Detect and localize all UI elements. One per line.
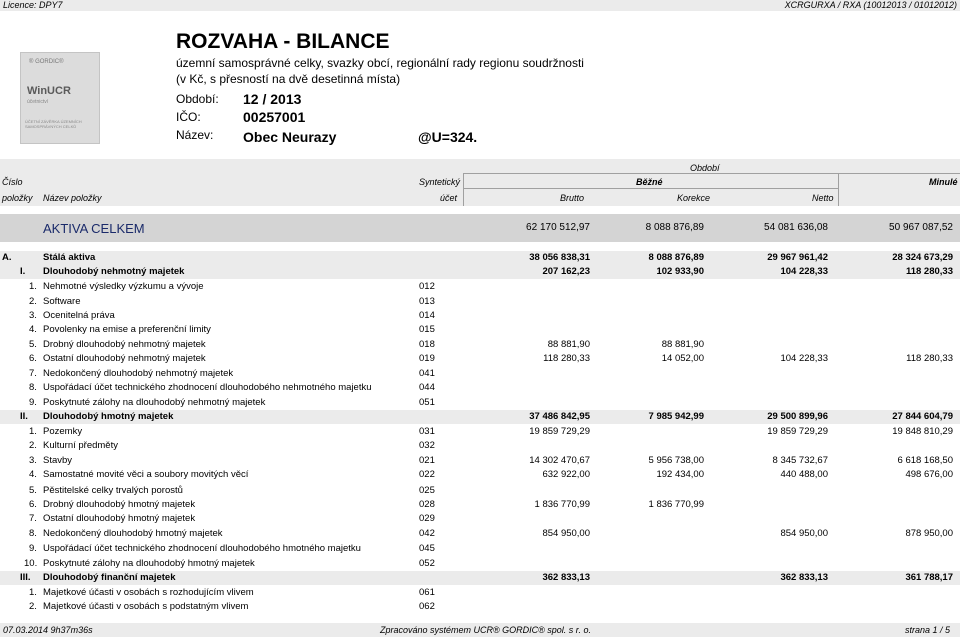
row-number: 6. bbox=[29, 353, 37, 364]
period-label: Období: bbox=[176, 92, 219, 106]
row-brutto: 14 302 470,67 bbox=[529, 455, 590, 466]
row-account: 019 bbox=[419, 353, 435, 364]
row-number: 4. bbox=[29, 469, 37, 480]
row-number: A. bbox=[2, 252, 12, 263]
col-obdobi: Období bbox=[690, 163, 720, 173]
row-brutto: 88 881,90 bbox=[547, 339, 590, 350]
row-name: Povolenky na emise a preferenční limity bbox=[43, 324, 211, 335]
row-minule: 118 280,33 bbox=[906, 353, 953, 364]
total-brutto: 62 170 512,97 bbox=[526, 222, 590, 233]
header-divider bbox=[463, 188, 838, 189]
total-netto: 54 081 636,08 bbox=[764, 222, 828, 233]
col-brutto: Brutto bbox=[560, 193, 585, 203]
row-account: 015 bbox=[419, 324, 435, 335]
row-minule: 27 844 604,79 bbox=[892, 411, 953, 422]
row-name: Ocenitelná práva bbox=[43, 310, 115, 321]
row-korekce: 8 088 876,89 bbox=[648, 252, 704, 263]
row-name: Uspořádací účet technického zhodnocení dlouhodobého nehmotného majetku bbox=[43, 382, 372, 393]
license-label: Licence: DPY7 bbox=[3, 0, 63, 10]
row-name: Samostatné movité věci a soubory movitých věcí bbox=[43, 469, 249, 480]
row-minule: 118 280,33 bbox=[905, 266, 953, 277]
logo-brand: ® GORDIC® bbox=[29, 59, 64, 65]
row-korekce: 1 836 770,99 bbox=[648, 499, 704, 510]
row-brutto: 38 056 838,31 bbox=[529, 252, 590, 263]
row-minule: 28 324 673,29 bbox=[892, 252, 953, 263]
row-brutto: 1 836 770,99 bbox=[534, 499, 590, 510]
row-number: 9. bbox=[29, 397, 37, 408]
row-name: Majetkové účasti v osobách s rozhodujícím vlivem bbox=[43, 587, 254, 598]
row-number: 8. bbox=[29, 382, 37, 393]
period-value: 12 / 2013 bbox=[243, 91, 302, 107]
row-name: Ostatní dlouhodobý nehmotný majetek bbox=[43, 353, 206, 364]
row-account: 041 bbox=[419, 368, 435, 379]
row-number: 10. bbox=[24, 558, 38, 569]
page-title: ROZVAHA - BILANCE bbox=[176, 30, 390, 53]
col-korekce: Korekce bbox=[677, 193, 711, 203]
row-korekce: 88 881,90 bbox=[661, 339, 704, 350]
row-minule: 361 788,17 bbox=[905, 572, 953, 583]
row-name: Software bbox=[43, 296, 81, 307]
row-name: Kulturní předměty bbox=[43, 440, 118, 451]
subtitle-2: (v Kč, s přesností na dvě desetinná místa) bbox=[176, 72, 401, 86]
row-name: Uspořádací účet technického zhodnocení dlouhodobého hmotného majetku bbox=[43, 543, 361, 554]
row-name: Poskytnuté zálohy na dlouhodobý nehmotný majetek bbox=[43, 397, 266, 408]
footer-page: strana 1 / 5 bbox=[904, 625, 950, 635]
row-minule: 6 618 168,50 bbox=[897, 455, 953, 466]
row-account: 022 bbox=[419, 469, 435, 480]
row-netto: 29 967 961,42 bbox=[767, 252, 828, 263]
row-name: Drobný dlouhodobý nehmotný majetek bbox=[43, 339, 206, 350]
row-number: III. bbox=[20, 572, 31, 583]
row-account: 014 bbox=[419, 310, 435, 321]
row-brutto: 207 162,23 bbox=[542, 266, 590, 277]
row-account: 025 bbox=[419, 485, 435, 496]
row-account: 062 bbox=[419, 601, 435, 612]
row-number: 5. bbox=[29, 339, 37, 350]
row-account: 032 bbox=[419, 440, 435, 451]
report-code: XCRGURXA / RXA (10012013 / 01012012) bbox=[784, 0, 957, 10]
logo-product: WinUCR bbox=[27, 85, 71, 97]
col-cislo: Číslo bbox=[2, 177, 23, 187]
name-label: Název: bbox=[176, 128, 214, 142]
total-minule: 50 967 087,52 bbox=[889, 222, 953, 233]
row-number: 1. bbox=[29, 587, 37, 598]
col-synteticky: Syntetický bbox=[419, 177, 461, 187]
row-number: 2. bbox=[29, 440, 37, 451]
row-account: 061 bbox=[419, 587, 435, 598]
ico-label: IČO: bbox=[176, 110, 201, 124]
subtitle-1: územní samosprávné celky, svazky obcí, regionální rady regionu soudržnosti bbox=[176, 56, 584, 70]
row-account: 045 bbox=[419, 543, 435, 554]
col-polozky: položky bbox=[2, 193, 33, 203]
unit-code: @U=324. bbox=[418, 129, 478, 145]
footer-bar bbox=[0, 623, 960, 637]
row-name: Dlouhodobý hmotný majetek bbox=[43, 411, 174, 422]
name-value: Obec Neurazy bbox=[243, 129, 337, 145]
row-name: Stálá aktiva bbox=[43, 252, 96, 263]
row-number: 1. bbox=[29, 281, 37, 292]
row-netto: 854 950,00 bbox=[780, 528, 828, 539]
header-divider bbox=[463, 173, 960, 174]
row-account: 028 bbox=[419, 499, 435, 510]
row-brutto: 37 486 842,95 bbox=[529, 411, 590, 422]
col-netto: Netto bbox=[812, 193, 834, 203]
row-number: 6. bbox=[29, 499, 37, 510]
col-minule: Minulé bbox=[929, 177, 958, 187]
row-korekce: 102 933,90 bbox=[656, 266, 704, 277]
row-number: I. bbox=[20, 266, 26, 277]
row-name: Poskytnuté zálohy na dlouhodobý hmotný majetek bbox=[43, 558, 255, 569]
total-label: AKTIVA CELKEM bbox=[43, 221, 145, 236]
row-name: Nedokončený dlouhodobý hmotný majetek bbox=[43, 528, 223, 539]
row-brutto: 362 833,13 bbox=[542, 572, 590, 583]
header-divider bbox=[838, 173, 839, 206]
col-nazev: Název položky bbox=[43, 193, 102, 203]
row-account: 013 bbox=[419, 296, 435, 307]
row-number: 9. bbox=[29, 543, 37, 554]
logo-subline: účetnictví bbox=[27, 99, 49, 105]
col-ucet: účet bbox=[440, 193, 458, 203]
row-name: Pěstitelské celky trvalých porostů bbox=[43, 485, 183, 496]
row-netto: 29 500 899,96 bbox=[767, 411, 828, 422]
row-account: 042 bbox=[419, 528, 435, 539]
row-netto: 19 859 729,29 bbox=[767, 426, 828, 437]
row-name: Pozemky bbox=[43, 426, 83, 437]
row-account: 044 bbox=[419, 382, 435, 393]
row-netto: 104 228,33 bbox=[780, 353, 828, 364]
row-minule: 878 950,00 bbox=[905, 528, 953, 539]
row-number: 7. bbox=[29, 368, 37, 379]
row-account: 031 bbox=[419, 426, 435, 437]
row-name: Nehmotné výsledky výzkumu a vývoje bbox=[43, 281, 204, 292]
row-account: 029 bbox=[419, 513, 435, 524]
row-brutto: 118 280,33 bbox=[543, 353, 590, 364]
row-account: 021 bbox=[419, 455, 435, 466]
row-netto: 8 345 732,67 bbox=[772, 455, 828, 466]
logo-fine-print: ÚČETNÍ ZÁVĚRKA ÚZEMNÍCH SAMOSPRÁVNÝCH CELKŮ bbox=[25, 119, 82, 129]
footer-date: 07.03.2014 9h37m36s bbox=[3, 625, 93, 635]
row-account: 012 bbox=[419, 281, 435, 292]
row-number: 3. bbox=[29, 310, 37, 321]
row-name: Stavby bbox=[43, 455, 73, 466]
gordic-logo bbox=[20, 52, 100, 144]
row-number: 1. bbox=[29, 426, 37, 437]
row-minule: 498 676,00 bbox=[905, 469, 953, 480]
row-number: 8. bbox=[29, 528, 37, 539]
row-number: 2. bbox=[29, 296, 37, 307]
row-brutto: 854 950,00 bbox=[542, 528, 590, 539]
row-account: 051 bbox=[419, 397, 435, 408]
row-minule: 19 848 810,29 bbox=[892, 426, 953, 437]
ico-value: 00257001 bbox=[243, 109, 306, 125]
row-name: Dlouhodobý finanční majetek bbox=[43, 572, 176, 583]
row-number: 7. bbox=[29, 513, 37, 524]
row-account: 018 bbox=[419, 339, 435, 350]
row-name: Drobný dlouhodobý hmotný majetek bbox=[43, 499, 196, 510]
row-name: Dlouhodobý nehmotný majetek bbox=[43, 266, 185, 277]
row-korekce: 192 434,00 bbox=[656, 469, 704, 480]
row-netto: 440 488,00 bbox=[780, 469, 828, 480]
row-account: 052 bbox=[419, 558, 435, 569]
row-number: 5. bbox=[29, 485, 37, 496]
row-name: Ostatní dlouhodobý hmotný majetek bbox=[43, 513, 196, 524]
row-name: Majetkové účasti v osobách s podstatným vlivem bbox=[43, 601, 249, 612]
row-netto: 362 833,13 bbox=[780, 572, 828, 583]
footer-processed: Zpracováno systémem UCR® GORDIC® spol. s r. o. bbox=[380, 625, 591, 635]
row-korekce: 7 985 942,99 bbox=[648, 411, 704, 422]
row-number: 2. bbox=[29, 601, 37, 612]
top-bar bbox=[0, 0, 960, 11]
row-number: 4. bbox=[29, 324, 37, 335]
col-bezne: Běžné bbox=[636, 177, 663, 187]
header-divider bbox=[463, 173, 464, 206]
row-name: Nedokončený dlouhodobý nehmotný majetek bbox=[43, 368, 234, 379]
row-korekce: 5 956 738,00 bbox=[648, 455, 704, 466]
row-netto: 104 228,33 bbox=[780, 266, 828, 277]
row-number: 3. bbox=[29, 455, 37, 466]
row-number: II. bbox=[20, 411, 28, 422]
total-korekce: 8 088 876,89 bbox=[645, 222, 704, 233]
row-brutto: 19 859 729,29 bbox=[529, 426, 590, 437]
row-brutto: 632 922,00 bbox=[542, 469, 590, 480]
row-korekce: 14 052,00 bbox=[661, 353, 704, 364]
